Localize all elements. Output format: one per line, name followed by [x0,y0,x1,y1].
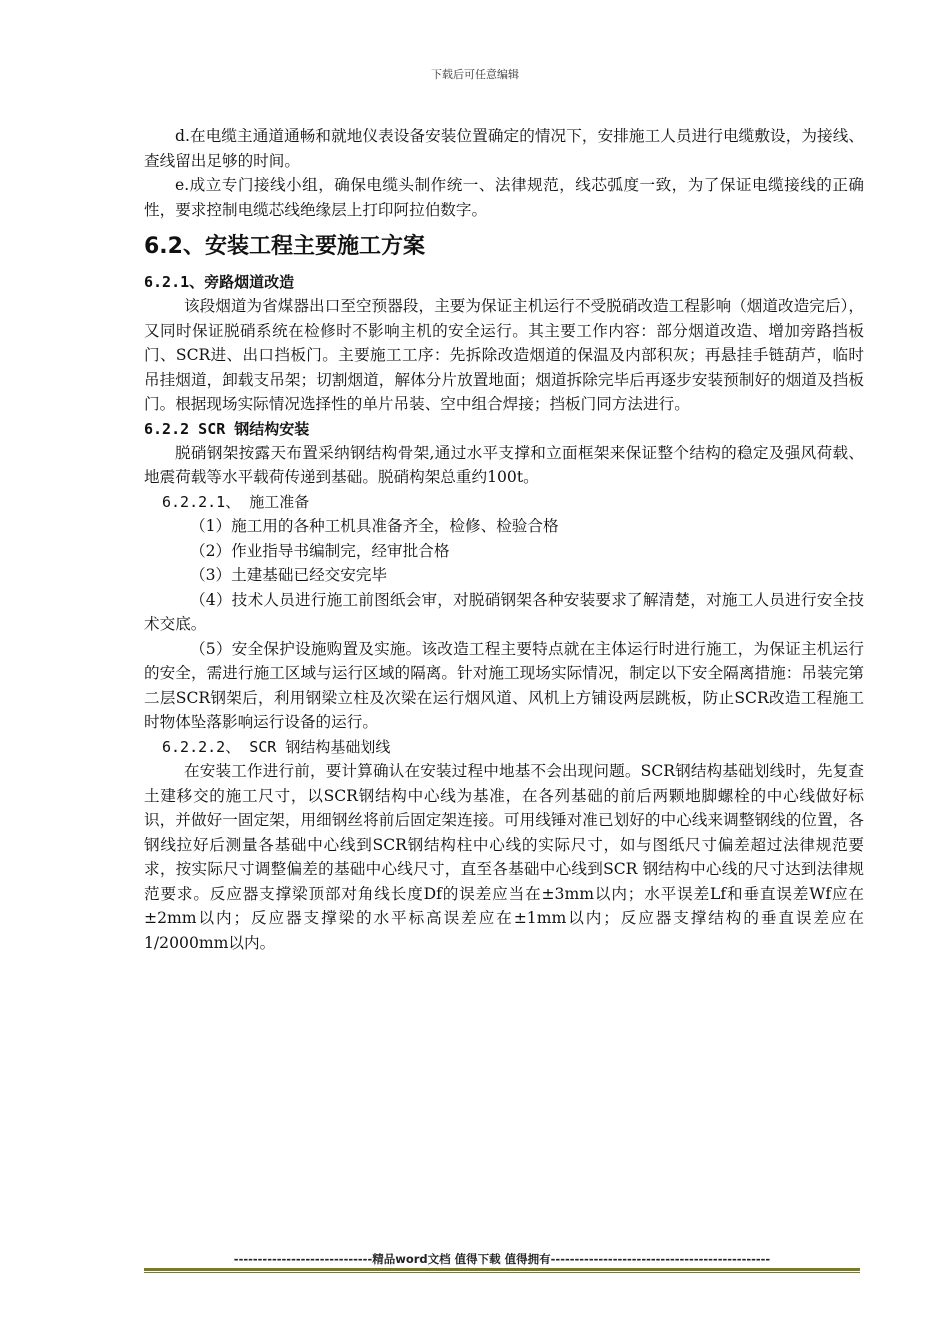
footer-rule-thick [144,1268,860,1271]
section-6-2-1-heading: 6.2.1、旁路烟道改造 [144,273,295,291]
prep-item-1: （1）施工用的各种工机具准备齐全，检修、检验合格 [190,517,559,535]
prep-item-4: （4）技术人员进行施工前图纸会审，对脱硝钢架各种安装要求了解清楚，对施工人员进行安全技术交底。 [144,590,864,633]
paragraph-d: d.在电缆主通道通畅和就地仪表设备安装位置确定的情况下，安排施工人员进行电缆敷设，为接线、查线留出足够的时间。 [144,127,864,170]
section-6-2-2-heading: 6.2.2 SCR 钢结构安装 [144,419,310,438]
prep-item-3: （3）土建基础已经交安完毕 [190,566,388,584]
paragraph-e: e.成立专门接线小组，确保电缆头制作统一、法律规范，线芯弧度一致，为了保证电缆接线的正确性，要求控制电缆芯线绝缘层上打印阿拉伯数字。 [144,176,864,219]
section-6-2-2-2-heading: 6.2.2.2、 SCR 钢结构基础划线 [162,737,391,756]
section-6-2-heading: 6.2、安装工程主要施工方案 [144,234,425,259]
page-header: 下载后可任意编辑 [431,68,519,81]
section-6-2-1-body: 该段烟道为省煤器出口至空预器段，主要为保证主机运行不受脱硝改造工程影响（烟道改造完后），又同时保证脱硝系统在检修时不影响主机的安全运行。其主要工作内容：部分烟道改造、增加旁路挡板门、SCR进、出口挡板门。主要施工工序：先拆除改造烟道的保温及内部积灰；再悬挂手链葫芦，临时吊挂烟道，卸载支吊架；切割烟道，解体分片放置地面；烟道拆除完毕后再逐步安装预制好的烟道及挡板门。根据现场实际情况选择性的单片吊装、空中组合焊接；挡板门同方法进行。 [144,297,864,413]
prep-item-2: （2）作业指导书编制完，经审批合格 [190,541,450,560]
footer-rule [144,1268,860,1273]
section-6-2-2-1-heading: 6.2.2.1、 施工准备 [162,492,310,511]
page-footer: -----------------------------精品word文档 值得下载 值得拥有---------------------------------------------- [233,1252,771,1266]
footer-rule-thin [144,1272,860,1273]
prep-item-5: （5）安全保护设施购置及实施。该改造工程主要特点就在主体运行时进行施工，为保证主机运行的安全，需进行施工区域与运行区域的隔离。针对施工现场实际情况，制定以下安全隔离措施：吊装完第二层SCR钢架后，利用钢梁立柱及次梁在运行烟风道、风机上方铺设两层跳板，防止SCR改造工程施工时物体坠落影响运行设备的运行。 [144,639,864,731]
document-body [144,124,864,955]
section-6-2-2-2-body: 在安装工作进行前，要计算确认在安装过程中地基不会出现问题。SCR钢结构基础划线时，先复查土建移交的施工尺寸，以SCR钢结构中心线为基准，在各列基础的前后两颗地脚螺栓的中心线做好标识，并做好一固定架，用细钢丝将前后固定架连接。可用线锤对准已划好的中心线来调整钢线的位置，各钢线拉好后测量各基础中心线到SCR钢结构柱中心线的实际尺寸，如与图纸尺寸偏差超过法律规范要求，按实际尺寸调整偏差的基础中心线尺寸，直至各基础中心线到SCR 钢结构中心线的尺寸达到法律规范要求。反应器支撑梁顶部对角线长度Df的误差应当在±3mm以内；水平误差Lf和垂直误差Wf应在±2mm以内；反应器支撑梁的水平标高误差应在±1mm以内；反应器支撑结构的垂直误差应在1/2000mm以内。 [144,762,864,952]
section-6-2-2-body: 脱硝钢架按露天布置采纳钢结构骨架,通过水平支撑和立面框架来保证整个结构的稳定及强风荷载、地震荷载等水平载荷传递到基础。脱硝构架总重约100t。 [144,443,864,486]
